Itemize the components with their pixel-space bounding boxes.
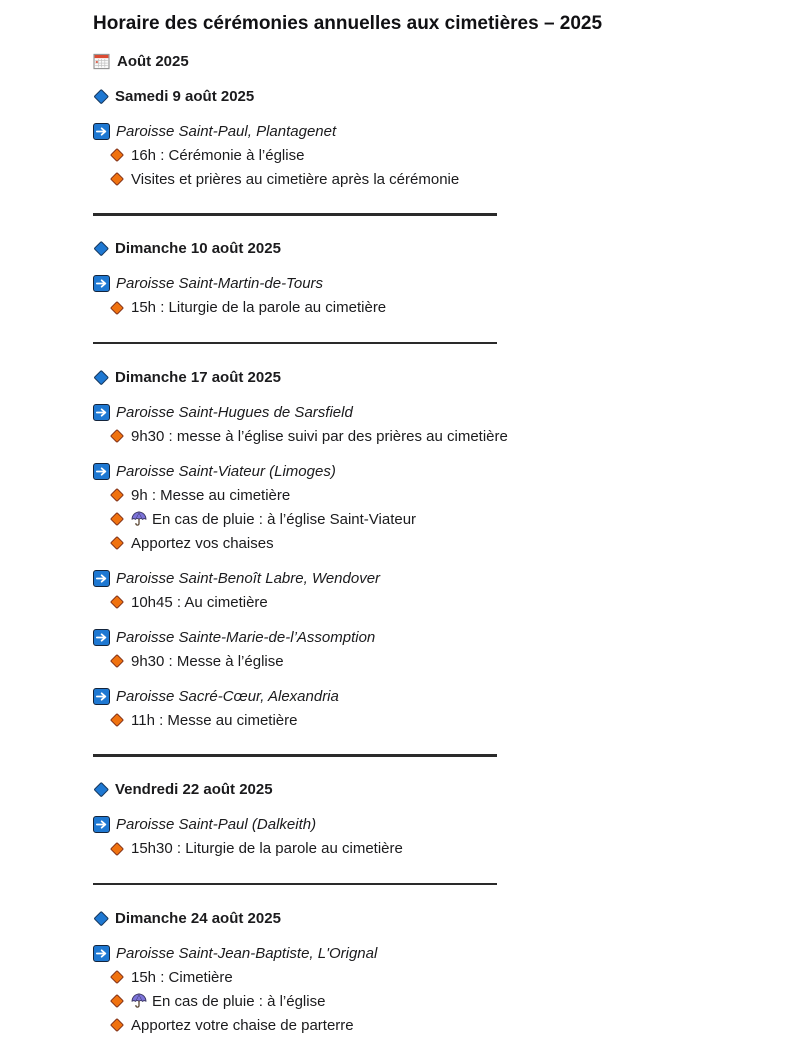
section-divider xyxy=(93,883,497,886)
orange-diamond-icon xyxy=(109,150,124,160)
blue-diamond-icon xyxy=(93,243,109,254)
blue-diamond-shape xyxy=(94,911,109,926)
parish-name: Paroisse Saint-Hugues de Sarsfield xyxy=(116,403,353,421)
detail-text: Visites et prières au cimetière après la cérémonie xyxy=(131,170,460,188)
blue-diamond-shape xyxy=(94,89,109,104)
parish-group xyxy=(93,400,751,448)
detail-item xyxy=(109,483,751,507)
detail-text: Apportez votre chaise de parterre xyxy=(131,1016,354,1034)
calendar-icon xyxy=(93,53,110,70)
detail-text: Apportez vos chaises xyxy=(131,534,274,552)
detail-text: 9h : Messe au cimetière xyxy=(131,486,291,504)
parish-name-row xyxy=(93,400,751,424)
date-heading xyxy=(93,365,751,389)
right-arrow-icon xyxy=(93,945,110,962)
orange-diamond-shape xyxy=(109,488,123,502)
blue-diamond-shape xyxy=(94,241,109,256)
blue-diamond-icon xyxy=(93,372,109,383)
parish-group xyxy=(93,272,751,320)
detail-item xyxy=(109,837,751,861)
parish-name: Paroisse Sainte-Marie-de-l’Assomption xyxy=(116,628,376,646)
detail-text: En cas de pluie : à l’église xyxy=(152,992,326,1010)
month-header xyxy=(93,49,751,73)
date-text: Dimanche 10 août 2025 xyxy=(115,240,281,257)
orange-diamond-icon xyxy=(109,490,124,500)
detail-item xyxy=(109,167,751,191)
date-heading xyxy=(93,778,751,802)
umbrella-icon xyxy=(131,511,147,527)
parish-name: Paroisse Saint-Viateur (Limoges) xyxy=(116,462,336,480)
section-divider xyxy=(93,754,497,757)
right-arrow-icon xyxy=(93,629,110,646)
orange-diamond-shape xyxy=(109,172,123,186)
orange-diamond-icon xyxy=(109,303,124,313)
right-arrow-icon xyxy=(93,816,110,833)
parish-group xyxy=(93,941,751,1037)
orange-diamond-shape xyxy=(109,713,123,727)
orange-diamond-icon xyxy=(109,996,124,1006)
orange-diamond-icon xyxy=(109,715,124,725)
orange-diamond-shape xyxy=(109,300,123,314)
parish-name: Paroisse Saint-Paul, Plantagenet xyxy=(116,122,337,140)
blue-diamond-icon xyxy=(93,91,109,102)
parish-name-row xyxy=(93,625,751,649)
detail-text: 9h30 : messe à l’église suivi par des prières au cimetière xyxy=(131,427,508,445)
date-text: Dimanche 24 août 2025 xyxy=(115,909,281,927)
right-arrow-icon xyxy=(93,688,110,705)
right-arrow-icon xyxy=(93,463,110,480)
detail-item xyxy=(109,296,751,320)
right-arrow-icon xyxy=(93,275,110,292)
orange-diamond-icon xyxy=(109,597,124,607)
ceremony-section xyxy=(93,237,751,320)
orange-diamond-shape xyxy=(109,536,123,550)
orange-diamond-shape xyxy=(109,595,123,609)
detail-text: 10h45 : Au cimetière xyxy=(131,593,268,611)
umbrella-icon xyxy=(131,993,147,1009)
orange-diamond-shape xyxy=(109,970,123,984)
detail-item xyxy=(109,649,751,673)
right-arrow-icon xyxy=(93,404,110,421)
detail-item xyxy=(109,708,751,732)
detail-text: 15h : Cimetière xyxy=(131,968,233,986)
section-divider xyxy=(93,342,497,345)
orange-diamond-shape xyxy=(109,148,123,162)
orange-diamond-shape xyxy=(109,841,123,855)
date-text: Vendredi 22 août 2025 xyxy=(115,781,273,798)
orange-diamond-icon xyxy=(109,844,124,854)
detail-text: 9h30 : Messe à l’église xyxy=(131,652,284,670)
orange-diamond-icon xyxy=(109,431,124,441)
orange-diamond-shape xyxy=(109,512,123,526)
detail-item xyxy=(109,424,751,448)
orange-diamond-shape xyxy=(109,1018,123,1032)
parish-group xyxy=(93,119,751,191)
right-arrow-icon xyxy=(93,123,110,140)
parish-name-row xyxy=(93,941,751,965)
parish-name-row xyxy=(93,459,751,483)
ceremony-section xyxy=(93,906,751,1037)
detail-item xyxy=(109,989,751,1013)
orange-diamond-icon xyxy=(109,174,124,184)
parish-name-row xyxy=(93,813,751,837)
parish-group xyxy=(93,459,751,555)
parish-group xyxy=(93,566,751,614)
detail-item xyxy=(109,143,751,167)
orange-diamond-icon xyxy=(109,972,124,982)
parish-name: Paroisse Sacré-Cœur, Alexandria xyxy=(116,687,339,705)
blue-diamond-icon xyxy=(93,913,109,924)
orange-diamond-icon xyxy=(109,656,124,666)
orange-diamond-icon xyxy=(109,514,124,524)
date-heading xyxy=(93,906,751,930)
sections-container xyxy=(93,84,751,1037)
parish-name: Paroisse Saint-Benoît Labre, Wendover xyxy=(116,569,381,587)
right-arrow-icon xyxy=(93,570,110,587)
blue-diamond-shape xyxy=(94,370,109,385)
detail-item xyxy=(109,965,751,989)
blue-diamond-icon xyxy=(93,784,109,795)
detail-text: En cas de pluie : à l’église Saint-Viateur xyxy=(152,510,417,528)
parish-group xyxy=(93,813,751,861)
orange-diamond-icon xyxy=(109,538,124,548)
ceremony-section xyxy=(93,84,751,191)
detail-item xyxy=(109,507,751,531)
parish-name-row xyxy=(93,566,751,590)
ceremony-section xyxy=(93,365,751,732)
detail-item xyxy=(109,590,751,614)
detail-item xyxy=(109,1013,751,1037)
date-text: Samedi 9 août 2025 xyxy=(115,87,255,105)
ceremony-section xyxy=(93,778,751,861)
parish-name-row xyxy=(93,684,751,708)
date-text: Dimanche 17 août 2025 xyxy=(115,368,281,386)
date-heading xyxy=(93,84,751,108)
orange-diamond-shape xyxy=(109,994,123,1008)
orange-diamond-shape xyxy=(109,429,123,443)
parish-name: Paroisse Saint-Jean-Baptiste, L'Orignal xyxy=(116,944,378,962)
orange-diamond-shape xyxy=(109,654,123,668)
date-heading xyxy=(93,237,751,261)
page-title: Horaire des cérémonies annuelles aux cimetières – 2025 xyxy=(93,13,603,34)
detail-item xyxy=(109,531,751,555)
detail-text: 11h : Messe au cimetière xyxy=(131,711,298,729)
month-label: Août 2025 xyxy=(117,52,189,70)
parish-name-row xyxy=(93,272,751,296)
parish-group xyxy=(93,684,751,732)
detail-text: 15h : Liturgie de la parole au cimetière xyxy=(131,299,387,316)
detail-text: 15h30 : Liturgie de la parole au cimetière xyxy=(131,840,403,857)
parish-group xyxy=(93,625,751,673)
parish-name: Paroisse Saint-Paul (Dalkeith) xyxy=(116,816,317,833)
section-divider xyxy=(93,213,497,216)
parish-name-row xyxy=(93,119,751,143)
parish-name: Paroisse Saint-Martin-de-Tours xyxy=(116,275,324,292)
orange-diamond-icon xyxy=(109,1020,124,1030)
detail-text: 16h : Cérémonie à l’église xyxy=(131,146,305,164)
blue-diamond-shape xyxy=(94,782,109,797)
